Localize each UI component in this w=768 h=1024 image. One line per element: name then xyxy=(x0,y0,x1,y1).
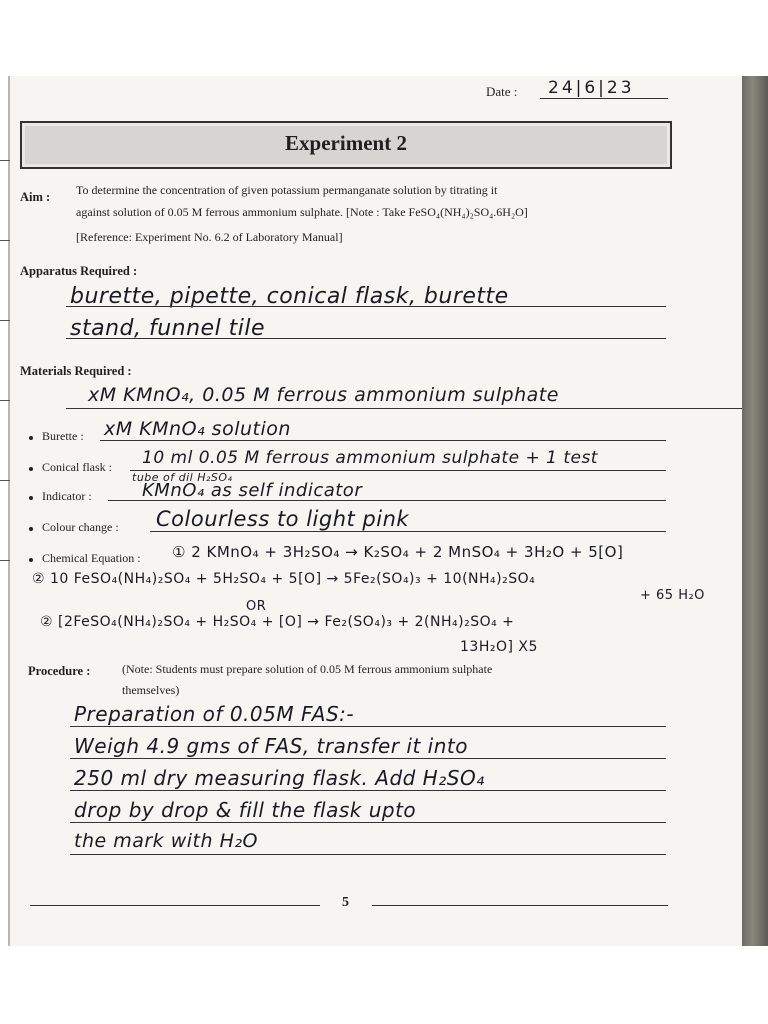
materials-rule xyxy=(66,408,742,409)
conical-flask-value: 10 ml 0.05 M ferrous ammonium sulphate + 1 test xyxy=(142,448,598,468)
aim-label: Aim : xyxy=(20,190,51,204)
bullet xyxy=(29,436,33,440)
procedure-rule-4 xyxy=(70,822,666,823)
binding-mark xyxy=(0,320,10,321)
burette-value: xM KMnO₄ solution xyxy=(104,418,291,440)
page-title: Experiment 2 xyxy=(285,131,407,155)
binding-mark xyxy=(0,160,10,161)
materials-label: Materials Required : xyxy=(20,364,132,378)
binding-mark xyxy=(0,480,10,481)
procedure-rule-1 xyxy=(70,726,666,727)
equation-or: OR xyxy=(246,599,267,614)
procedure-line-2: Weigh 4.9 gms of FAS, transfer it into xyxy=(74,734,468,758)
equation-3b: 13H₂O] X5 xyxy=(460,639,538,655)
top-background xyxy=(0,0,768,76)
footer-rule-left xyxy=(30,905,320,906)
date-label: Date : xyxy=(486,84,518,99)
bullet xyxy=(29,558,33,562)
indicator-label: Indicator : xyxy=(42,489,92,503)
binding-mark xyxy=(0,240,10,241)
date-underline xyxy=(540,98,668,99)
binding-mark xyxy=(0,560,10,561)
apparatus-line-1: burette, pipette, conical flask, burette xyxy=(70,284,509,309)
burette-label: Burette : xyxy=(42,429,84,443)
aim-line-2: against solution of 0.05 M ferrous ammonium sulphate. [Note : Take FeSO₄(NH₄)₂SO₄.6H₂O] xyxy=(76,205,528,219)
bullet xyxy=(29,496,33,500)
burette-rule xyxy=(100,440,666,441)
materials-line-1: xM KMnO₄, 0.05 M ferrous ammonium sulphate xyxy=(88,384,559,406)
binding-mark xyxy=(0,400,10,401)
page-edge xyxy=(742,76,768,946)
apparatus-rule-2 xyxy=(66,338,666,339)
bottom-background xyxy=(0,946,768,1024)
procedure-note-1: (Note: Students must prepare solution of 0.05 M ferrous ammonium sulphate xyxy=(122,662,493,676)
conical-flask-sub: tube of dil H₂SO₄ xyxy=(132,471,233,484)
aim-line-1: To determine the concentration of given potassium permanganate solution by titrating it xyxy=(76,183,498,197)
equation-2b: + 65 H₂O xyxy=(640,588,705,603)
conical-flask-rule xyxy=(130,470,666,471)
apparatus-line-2: stand, funnel tile xyxy=(70,316,266,341)
aim-reference: [Reference: Experiment No. 6.2 of Laboratory Manual] xyxy=(76,230,343,244)
procedure-label: Procedure : xyxy=(28,664,91,678)
procedure-rule-5 xyxy=(70,854,666,855)
apparatus-label: Apparatus Required : xyxy=(20,264,138,278)
date-value: 24|6|23 xyxy=(548,78,635,98)
bullet xyxy=(29,467,33,471)
procedure-line-5: the mark with H₂O xyxy=(74,830,258,852)
procedure-line-4: drop by drop & fill the flask upto xyxy=(74,798,417,822)
chemical-equation-label: Chemical Equation : xyxy=(42,551,141,565)
equation-1: ① 2 KMnO₄ + 3H₂SO₄ → K₂SO₄ + 2 MnSO₄ + 3H₂O + 5[O] xyxy=(172,543,624,561)
procedure-note-2: themselves) xyxy=(122,683,180,697)
colour-change-label: Colour change : xyxy=(42,520,119,534)
colour-change-rule xyxy=(150,531,666,532)
bullet xyxy=(29,527,33,531)
page-number: 5 xyxy=(342,895,349,910)
apparatus-rule-1 xyxy=(66,306,666,307)
colour-change-value: Colourless to light pink xyxy=(156,507,410,531)
conical-flask-label: Conical flask : xyxy=(42,460,112,474)
equation-3a: ② [2FeSO₄(NH₄)₂SO₄ + H₂SO₄ + [O] → Fe₂(SO₄)₃ + 2(NH₄)₂SO₄ + xyxy=(40,614,515,630)
title-box xyxy=(20,121,672,169)
procedure-rule-3 xyxy=(70,790,666,791)
indicator-value: KMnO₄ as self indicator xyxy=(142,480,363,501)
procedure-line-1: Preparation of 0.05M FAS:- xyxy=(74,702,355,726)
footer-rule-right xyxy=(372,905,668,906)
equation-2a: ② 10 FeSO₄(NH₄)₂SO₄ + 5H₂SO₄ + 5[O] → 5Fe₂(SO₄)₃ + 10(NH₄)₂SO₄ xyxy=(32,571,536,587)
procedure-line-3: 250 ml dry measuring flask. Add H₂SO₄ xyxy=(74,766,485,790)
procedure-rule-2 xyxy=(70,758,666,759)
indicator-rule xyxy=(108,500,666,501)
